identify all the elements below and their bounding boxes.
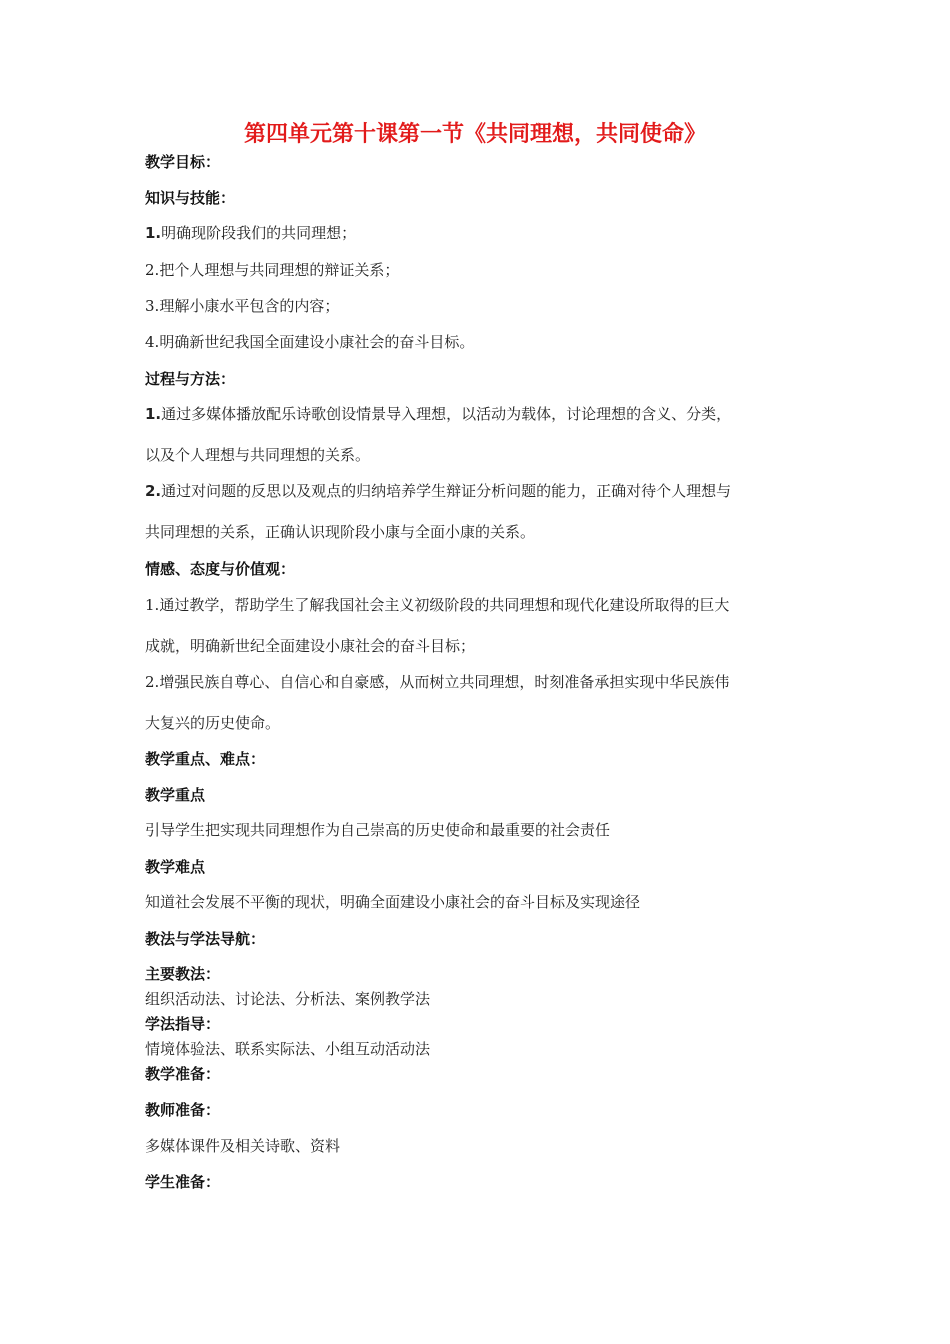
item-number: 4. xyxy=(145,333,160,351)
teacher-preparation-text: 多媒体课件及相关诗歌、资料 xyxy=(145,1137,341,1155)
objectives-heading: 教学目标： xyxy=(145,153,221,171)
knowledge-item-3 xyxy=(145,295,825,317)
item-text: 把个人理想与共同理想的辩证关系； xyxy=(159,261,400,279)
teacher-preparation-heading: 教师准备： xyxy=(145,1101,221,1119)
item-number: 1. xyxy=(145,405,162,423)
process-item-2-line-2: 共同理想的关系，正确认识现阶段小康与全面小康的关系。 xyxy=(145,523,536,541)
learning-methods-heading: 学法指导： xyxy=(145,1015,221,1033)
knowledge-heading: 知识与技能： xyxy=(145,189,236,207)
student-preparation-heading: 学生准备： xyxy=(145,1173,221,1191)
difficulty-heading: 教学难点 xyxy=(145,858,206,876)
focus-heading: 教学重点 xyxy=(145,786,206,804)
item-number: 2. xyxy=(145,673,160,691)
key-points-heading: 教学重点、难点： xyxy=(145,750,266,768)
process-item-2-line-1 xyxy=(145,480,825,502)
emotion-item-1-line-1 xyxy=(145,594,825,616)
process-item-1-line-1 xyxy=(145,403,825,425)
item-number: 2. xyxy=(145,482,162,500)
process-item-1-line-2: 以及个人理想与共同理想的关系。 xyxy=(145,446,371,464)
item-number: 2. xyxy=(145,261,160,279)
item-text: 增强民族自尊心、自信心和自豪感，从而树立共同理想，时刻准备承担实现中华民族伟 xyxy=(159,673,730,691)
emotion-item-2-line-2: 大复兴的历史使命。 xyxy=(145,714,281,732)
preparation-heading: 教学准备： xyxy=(145,1065,221,1083)
process-heading: 过程与方法： xyxy=(145,370,236,388)
difficulty-text: 知道社会发展不平衡的现状，明确全面建设小康社会的奋斗目标及实现途径 xyxy=(145,893,641,911)
emotion-heading: 情感、态度与价值观： xyxy=(145,560,296,578)
learning-methods-text: 情境体验法、联系实际法、小组互动活动法 xyxy=(145,1040,431,1058)
item-text: 理解小康水平包含的内容； xyxy=(159,297,340,315)
focus-text: 引导学生把实现共同理想作为自己崇高的历史使命和最重要的社会责任 xyxy=(145,821,611,839)
emotion-item-1-line-2: 成就，明确新世纪全面建设小康社会的奋斗目标； xyxy=(145,637,476,655)
methods-heading: 教法与学法导航： xyxy=(145,930,266,948)
item-text: 通过对问题的反思以及观点的归纳培养学生辩证分析问题的能力，正确对待个人理想与 xyxy=(161,482,732,500)
knowledge-item-2 xyxy=(145,259,825,281)
teaching-methods-text: 组织活动法、讨论法、分析法、案例教学法 xyxy=(145,990,431,1008)
item-text: 通过教学，帮助学生了解我国社会主义初级阶段的共同理想和现代化建设所取得的巨大 xyxy=(159,596,730,614)
item-text: 通过多媒体播放配乐诗歌创设情景导入理想，以活动为载体，讨论理想的含义、分类， xyxy=(161,405,732,423)
emotion-item-2-line-1 xyxy=(145,671,825,693)
item-text: 明确现阶段我们的共同理想； xyxy=(161,224,357,242)
knowledge-item-4 xyxy=(145,331,825,353)
document-title: 第四单元第十课第一节《共同理想，共同使命》 xyxy=(243,122,706,147)
teaching-methods-heading: 主要教法： xyxy=(145,965,221,983)
item-text: 明确新世纪我国全面建设小康社会的奋斗目标。 xyxy=(159,333,475,351)
item-number: 1. xyxy=(145,596,160,614)
item-number: 3. xyxy=(145,297,160,315)
knowledge-item-1 xyxy=(145,222,825,244)
item-number: 1. xyxy=(145,224,162,242)
